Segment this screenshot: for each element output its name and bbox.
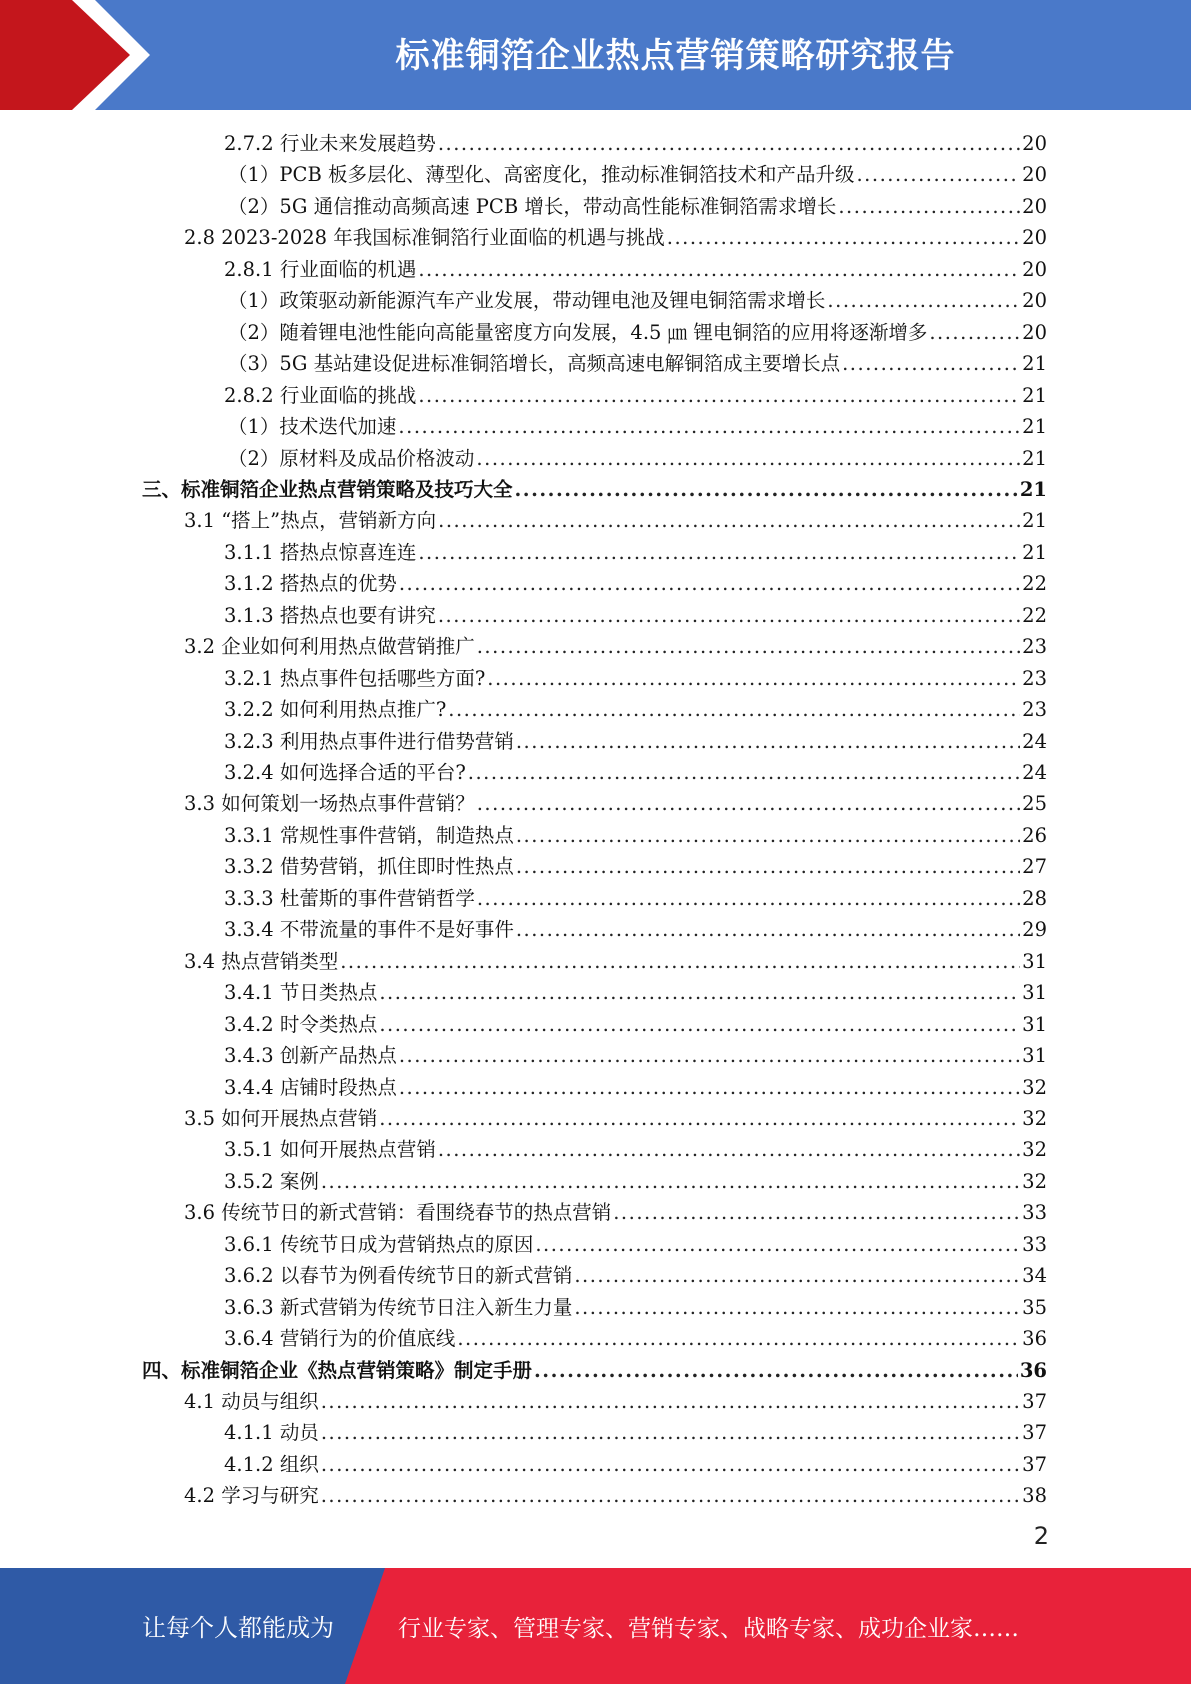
toc-entry[interactable] — [224, 128, 1047, 159]
toc-entry[interactable] — [224, 1009, 1047, 1040]
toc-entry[interactable] — [224, 851, 1047, 882]
toc-entry[interactable] — [184, 788, 1047, 819]
toc-entry[interactable] — [224, 254, 1047, 285]
toc-dot-leader — [321, 1417, 1020, 1448]
toc-entry-title: 3.2 企业如何利用热点做营销推广 — [184, 635, 475, 659]
toc-entry-page: 37 — [1022, 1421, 1047, 1445]
toc-entry-title: 三、标准铜箔企业热点营销策略及技巧大全 — [142, 477, 513, 501]
toc-dot-leader — [438, 128, 1020, 159]
toc-dot-leader — [827, 285, 1020, 316]
toc-entry-page: 31 — [1022, 1044, 1047, 1068]
toc-entry[interactable] — [224, 1040, 1047, 1071]
footer-slogan-right: 行业专家、管理专家、营销专家、战略专家、成功企业家…… — [398, 1616, 1019, 1642]
toc-dot-leader — [476, 443, 1020, 474]
toc-entry-title: （2）随着锂电池性能向高能量密度方向发展，4.5 ㎛ 锂电铜箔的应用将逐渐增多 — [228, 320, 928, 344]
page-number: 2 — [1033, 1522, 1049, 1550]
toc-entry-title: 3.3.4 不带流量的事件不是好事件 — [224, 918, 514, 942]
toc-entry[interactable] — [224, 820, 1047, 851]
toc-entry-title: 3.4.3 创新产品热点 — [224, 1044, 397, 1068]
toc-dot-leader — [574, 1292, 1020, 1323]
toc-entry[interactable] — [184, 222, 1047, 253]
toc-entry[interactable] — [228, 443, 1047, 474]
toc-dot-leader — [321, 1449, 1020, 1480]
toc-entry[interactable] — [224, 1292, 1047, 1323]
footer-banner — [0, 1568, 1191, 1684]
toc-entry-page: 29 — [1022, 918, 1047, 942]
toc-entry-page: 25 — [1022, 792, 1047, 816]
toc-entry[interactable] — [224, 883, 1047, 914]
toc-entry-title: 3.4.2 时令类热点 — [224, 1012, 378, 1036]
toc-dot-leader — [418, 380, 1020, 411]
toc-chapter-entry[interactable] — [142, 474, 1047, 505]
toc-entry[interactable] — [224, 600, 1047, 631]
toc-entry-title: （1）PCB 板多层化、薄型化、高密度化，推动标准铜箔技术和产品升级 — [228, 163, 855, 187]
toc-entry-page: 22 — [1022, 603, 1047, 627]
toc-entry-title: 3.3.1 常规性事件营销，制造热点 — [224, 823, 514, 847]
toc-entry[interactable] — [184, 1197, 1047, 1228]
toc-dot-leader — [379, 1009, 1020, 1040]
toc-dot-leader — [438, 505, 1020, 536]
toc-dot-leader — [613, 1197, 1020, 1228]
toc-entry[interactable] — [224, 694, 1047, 725]
toc-dot-leader — [929, 317, 1020, 348]
toc-entry-title: 3.2.1 热点事件包括哪些方面? — [224, 666, 486, 690]
toc-entry-page: 21 — [1019, 477, 1047, 501]
toc-entry[interactable] — [224, 1166, 1047, 1197]
toc-entry-page: 20 — [1022, 194, 1047, 218]
toc-entry-page: 24 — [1022, 729, 1047, 753]
toc-dot-leader — [438, 1134, 1020, 1165]
toc-entry-title: 3.2.4 如何选择合适的平台? — [224, 761, 466, 784]
toc-dot-leader — [487, 663, 1020, 694]
toc-entry-title: 3.6 传统节日的新式营销：看围绕春节的热点营销 — [184, 1201, 612, 1225]
toc-entry-title: 3.6.4 营销行为的价值底线 — [224, 1327, 456, 1351]
toc-entry-page: 36 — [1022, 1327, 1047, 1351]
toc-entry-page: 21 — [1022, 446, 1047, 470]
toc-entry-title: 3.6.1 传统节日成为营销热点的原因 — [224, 1232, 534, 1256]
toc-entry[interactable] — [224, 757, 1047, 788]
toc-entry[interactable] — [224, 1072, 1047, 1103]
toc-dot-leader — [477, 883, 1020, 914]
toc-entry-page: 34 — [1022, 1264, 1047, 1288]
toc-entry-title: （2）原材料及成品价格波动 — [228, 446, 475, 470]
toc-entry-page: 28 — [1022, 886, 1047, 910]
toc-entry-page: 33 — [1022, 1201, 1047, 1225]
toc-entry-title: 3.1 “搭上”热点，营销新方向 — [184, 509, 437, 533]
toc-entry-page: 33 — [1022, 1232, 1047, 1256]
toc-dot-leader — [516, 914, 1020, 945]
toc-entry-page: 27 — [1022, 855, 1047, 879]
toc-entry[interactable] — [228, 191, 1047, 222]
toc-entry-title: 3.1.1 搭热点惊喜连连 — [224, 540, 417, 564]
toc-entry[interactable] — [184, 1480, 1047, 1511]
toc-dot-leader — [399, 1040, 1020, 1071]
toc-entry[interactable] — [224, 1134, 1047, 1165]
toc-entry[interactable] — [224, 568, 1047, 599]
toc-entry-page: 23 — [1022, 635, 1047, 659]
toc-dot-leader — [856, 159, 1020, 190]
toc-entry-title: 4.1.2 组织 — [224, 1452, 319, 1476]
toc-dot-leader — [535, 1229, 1020, 1260]
toc-dot-leader — [574, 1260, 1020, 1291]
toc-entry[interactable] — [224, 1229, 1047, 1260]
toc-entry-page: 21 — [1022, 509, 1047, 533]
toc-entry[interactable] — [224, 977, 1047, 1008]
toc-entry-title: 3.4 热点营销类型 — [184, 949, 339, 973]
toc-entry-page: 32 — [1022, 1169, 1047, 1193]
toc-entry-page: 20 — [1022, 257, 1047, 281]
toc-entry[interactable] — [184, 631, 1047, 662]
header-banner — [0, 0, 1191, 110]
toc-entry[interactable] — [224, 1417, 1047, 1448]
toc-entry-page: 20 — [1022, 289, 1047, 313]
toc-entry-title: 2.8.1 行业面临的机遇 — [224, 257, 417, 281]
toc-entry[interactable] — [184, 1386, 1047, 1417]
toc-dot-leader — [515, 474, 1018, 505]
toc-entry[interactable] — [224, 1323, 1047, 1354]
toc-entry-page: 36 — [1019, 1358, 1047, 1382]
toc-entry-page: 38 — [1022, 1484, 1047, 1508]
toc-entry[interactable] — [224, 914, 1047, 945]
toc-entry-page: 21 — [1022, 415, 1047, 439]
toc-dot-leader — [842, 348, 1020, 379]
toc-dot-leader — [516, 851, 1020, 882]
toc-entry[interactable] — [228, 348, 1047, 379]
toc-entry-title: 3.3.2 借势营销，抓住即时性热点 — [224, 855, 514, 879]
toc-dot-leader — [321, 1480, 1020, 1511]
toc-entry-page: 21 — [1022, 383, 1047, 407]
toc-entry-page: 32 — [1022, 1106, 1047, 1130]
toc-dot-leader — [468, 757, 1020, 788]
toc-entry-title: 2.7.2 行业未来发展趋势 — [224, 132, 436, 155]
toc-entry-title: （2）5G 通信推动高频高速 PCB 增长，带动高性能标准铜箔需求增长 — [228, 194, 837, 218]
toc-dot-leader — [667, 222, 1020, 253]
toc-entry[interactable] — [224, 1449, 1047, 1480]
toc-entry-title: 3.1.3 搭热点也要有讲究 — [224, 603, 436, 627]
footer-slogan-left: 让每个人都能成为 — [142, 1614, 334, 1642]
toc-entry-page: 31 — [1022, 1012, 1047, 1036]
toc-dot-leader — [321, 1166, 1020, 1197]
toc-dot-leader — [838, 191, 1020, 222]
toc-entry-page: 20 — [1022, 163, 1047, 187]
toc-dot-leader — [448, 694, 1020, 725]
toc-dot-leader — [379, 977, 1020, 1008]
toc-entry-title: （1）技术迭代加速 — [228, 415, 397, 439]
toc-entry-title: 3.6.3 新式营销为传统节日注入新生力量 — [224, 1295, 573, 1319]
toc-entry-title: 4.2 学习与研究 — [184, 1484, 319, 1508]
toc-entry[interactable] — [228, 159, 1047, 190]
toc-entry-page: 32 — [1022, 1075, 1047, 1099]
toc-dot-leader — [477, 631, 1020, 662]
toc-entry-title: （3）5G 基站建设促进标准铜箔增长，高频高速电解铜箔成主要增长点 — [228, 352, 841, 376]
toc-dot-leader — [340, 946, 1020, 977]
toc-entry-title: 四、标准铜箔企业《热点营销策略》制定手册 — [142, 1358, 533, 1382]
toc-dot-leader — [399, 1072, 1020, 1103]
toc-entry-title: 3.4.4 店铺时段热点 — [224, 1075, 397, 1099]
toc-entry-title: 3.5 如何开展热点营销 — [184, 1106, 378, 1130]
toc-dot-leader — [398, 411, 1020, 442]
toc-entry-page: 21 — [1022, 540, 1047, 564]
toc-entry[interactable] — [224, 537, 1047, 568]
toc-entry-title: 3.3 如何策划一场热点事件营销？ — [184, 792, 475, 816]
toc-entry-title: 2.8 2023-2028 年我国标准铜箔行业面临的机遇与挑战 — [184, 226, 665, 250]
toc-entry-page: 35 — [1022, 1295, 1047, 1319]
toc-dot-leader — [516, 820, 1020, 851]
toc-dot-leader — [534, 1355, 1018, 1386]
toc-entry-title: 3.3.3 杜蕾斯的事件营销哲学 — [224, 886, 475, 910]
toc-entry[interactable] — [184, 946, 1047, 977]
toc-entry[interactable] — [228, 317, 1047, 348]
toc-dot-leader — [418, 254, 1020, 285]
toc-entry-page: 22 — [1022, 572, 1047, 596]
toc-entry-title: 3.4.1 节日类热点 — [224, 981, 378, 1005]
toc-entry[interactable] — [184, 1103, 1047, 1134]
toc-entry-page: 31 — [1022, 981, 1047, 1005]
toc-dot-leader — [477, 788, 1020, 819]
toc-entry-page: 37 — [1022, 1390, 1047, 1413]
toc-entry-title: 3.1.2 搭热点的优势 — [224, 572, 397, 596]
toc-entry-page: 20 — [1022, 226, 1047, 250]
toc-entry[interactable] — [224, 380, 1047, 411]
toc-entry[interactable] — [224, 1260, 1047, 1291]
toc-dot-leader — [321, 1386, 1020, 1417]
toc-entry-page: 24 — [1022, 761, 1047, 784]
toc-entry-title: （1）政策驱动新能源汽车产业发展，带动锂电池及锂电铜箔需求增长 — [228, 289, 826, 313]
toc-dot-leader — [418, 537, 1020, 568]
toc-entry-page: 20 — [1022, 132, 1047, 155]
report-title: 标准铜箔企业热点营销策略研究报告 — [395, 36, 956, 76]
toc-entry-page: 37 — [1022, 1452, 1047, 1476]
toc-entry[interactable] — [224, 663, 1047, 694]
toc-dot-leader — [438, 600, 1020, 631]
toc-entry-page: 32 — [1022, 1138, 1047, 1162]
toc-chapter-entry[interactable] — [142, 1355, 1047, 1386]
toc-entry-page: 23 — [1022, 666, 1047, 690]
toc-dot-leader — [379, 1103, 1020, 1134]
toc-entry-title: 3.2.2 如何利用热点推广? — [224, 698, 447, 722]
toc-entry[interactable] — [184, 505, 1047, 536]
toc-entry-page: 26 — [1022, 823, 1047, 847]
toc-entry-title: 3.6.2 以春节为例看传统节日的新式营销 — [224, 1264, 573, 1288]
toc-entry-page: 23 — [1022, 698, 1047, 722]
toc-entry-title: 3.2.3 利用热点事件进行借势营销 — [224, 729, 514, 753]
toc-dot-leader — [457, 1323, 1020, 1354]
toc-entry-page: 21 — [1022, 352, 1047, 376]
toc-entry-title: 3.5.1 如何开展热点营销 — [224, 1138, 436, 1162]
toc-entry-title: 3.5.2 案例 — [224, 1169, 319, 1193]
toc-dot-leader — [399, 568, 1020, 599]
toc-entry-page: 31 — [1022, 949, 1047, 973]
toc-entry[interactable] — [228, 411, 1047, 442]
toc-entry-title: 4.1.1 动员 — [224, 1421, 319, 1445]
toc-dot-leader — [516, 726, 1020, 757]
toc-entry-title: 4.1 动员与组织 — [184, 1390, 319, 1413]
toc-entry[interactable] — [228, 285, 1047, 316]
toc-entry[interactable] — [224, 726, 1047, 757]
toc-entry-title: 2.8.2 行业面临的挑战 — [224, 383, 417, 407]
toc-entry-page: 20 — [1022, 320, 1047, 344]
